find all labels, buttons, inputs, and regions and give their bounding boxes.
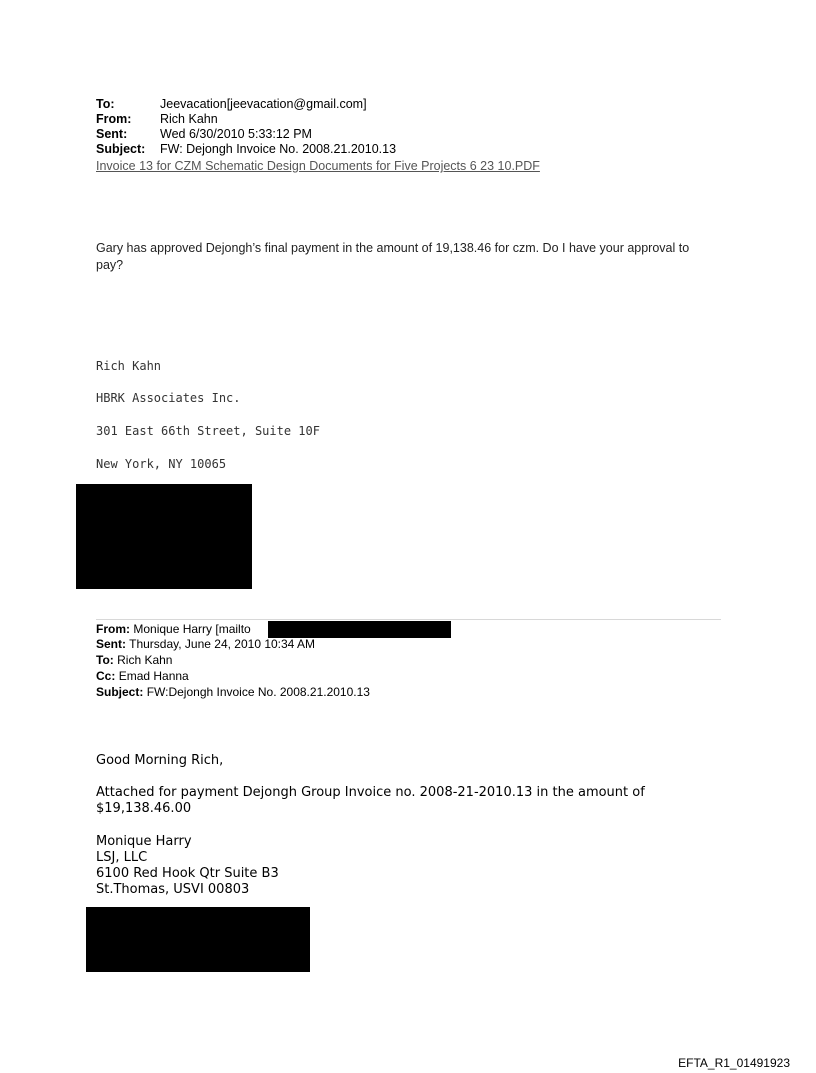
header-to-row <box>96 97 367 111</box>
header-subject-row <box>96 142 396 156</box>
fwd-sent-label: Sent: <box>96 637 126 651</box>
fwd-cc-value: Emad Hanna <box>118 669 189 683</box>
fwd-sig-company: LSJ, LLC <box>96 850 148 865</box>
header-sent-row <box>96 127 312 141</box>
sent-value: Wed 6/30/2010 5:33:12 PM <box>160 127 312 141</box>
to-label: To: <box>96 97 115 111</box>
fwd-cc-row <box>96 669 189 684</box>
header-from-row <box>96 112 218 126</box>
redaction-block <box>76 484 252 589</box>
signature-city: New York, NY 10065 <box>96 457 227 471</box>
signature-address: 301 East 66th Street, Suite 10F <box>96 424 320 438</box>
fwd-sig-name: Monique Harry <box>96 834 192 849</box>
subject-label: Subject: <box>96 142 146 156</box>
divider <box>96 619 721 620</box>
attachment-link[interactable]: Invoice 13 for CZM Schematic Design Documents for Five Projects 6 23 10.PDF <box>96 159 540 173</box>
fwd-from-value: Monique Harry [mailto <box>133 622 251 636</box>
fwd-to-label: To: <box>96 653 114 667</box>
subject-value: FW: Dejongh Invoice No. 2008.21.2010.13 <box>160 142 397 156</box>
message-body: Gary has approved Dejongh’s final payment in the amount of 19,138.46 for czm. Do I have your approval to pay? <box>96 241 690 272</box>
from-label: From: <box>96 112 132 126</box>
fwd-subject-row <box>96 685 370 700</box>
sent-label: Sent: <box>96 127 128 141</box>
redaction-email <box>268 621 451 638</box>
fwd-from-label: From: <box>96 622 130 636</box>
to-value: Jeevacation[jeevacation@gmail.com] <box>160 97 367 111</box>
signature-company: HBRK Associates Inc. <box>96 391 241 405</box>
fwd-to-row <box>96 653 172 668</box>
fwd-from-row <box>96 622 251 637</box>
document-id: EFTA_R1_01491923 <box>678 1056 790 1070</box>
fwd-subject-value: FW:Dejongh Invoice No. 2008.21.2010.13 <box>146 685 370 699</box>
fwd-sent-value: Thursday, June 24, 2010 10:34 AM <box>129 637 316 651</box>
fwd-sig-city: St.Thomas, USVI 00803 <box>96 882 250 897</box>
fwd-subject-label: Subject: <box>96 685 144 699</box>
fwd-greeting: Good Morning Rich, <box>96 753 224 768</box>
fwd-to-value: Rich Kahn <box>117 653 173 667</box>
fwd-sig-address: 6100 Red Hook Qtr Suite B3 <box>96 866 279 881</box>
fwd-cc-label: Cc: <box>96 669 116 683</box>
signature-name: Rich Kahn <box>96 359 162 373</box>
fwd-sent-row <box>96 637 315 652</box>
from-value: Rich Kahn <box>160 112 218 126</box>
redaction-block <box>86 907 310 972</box>
fwd-body: Attached for payment Dejongh Group Invoice no. 2008-21-2010.13 in the amount of $19,138.46.00 <box>96 785 645 816</box>
